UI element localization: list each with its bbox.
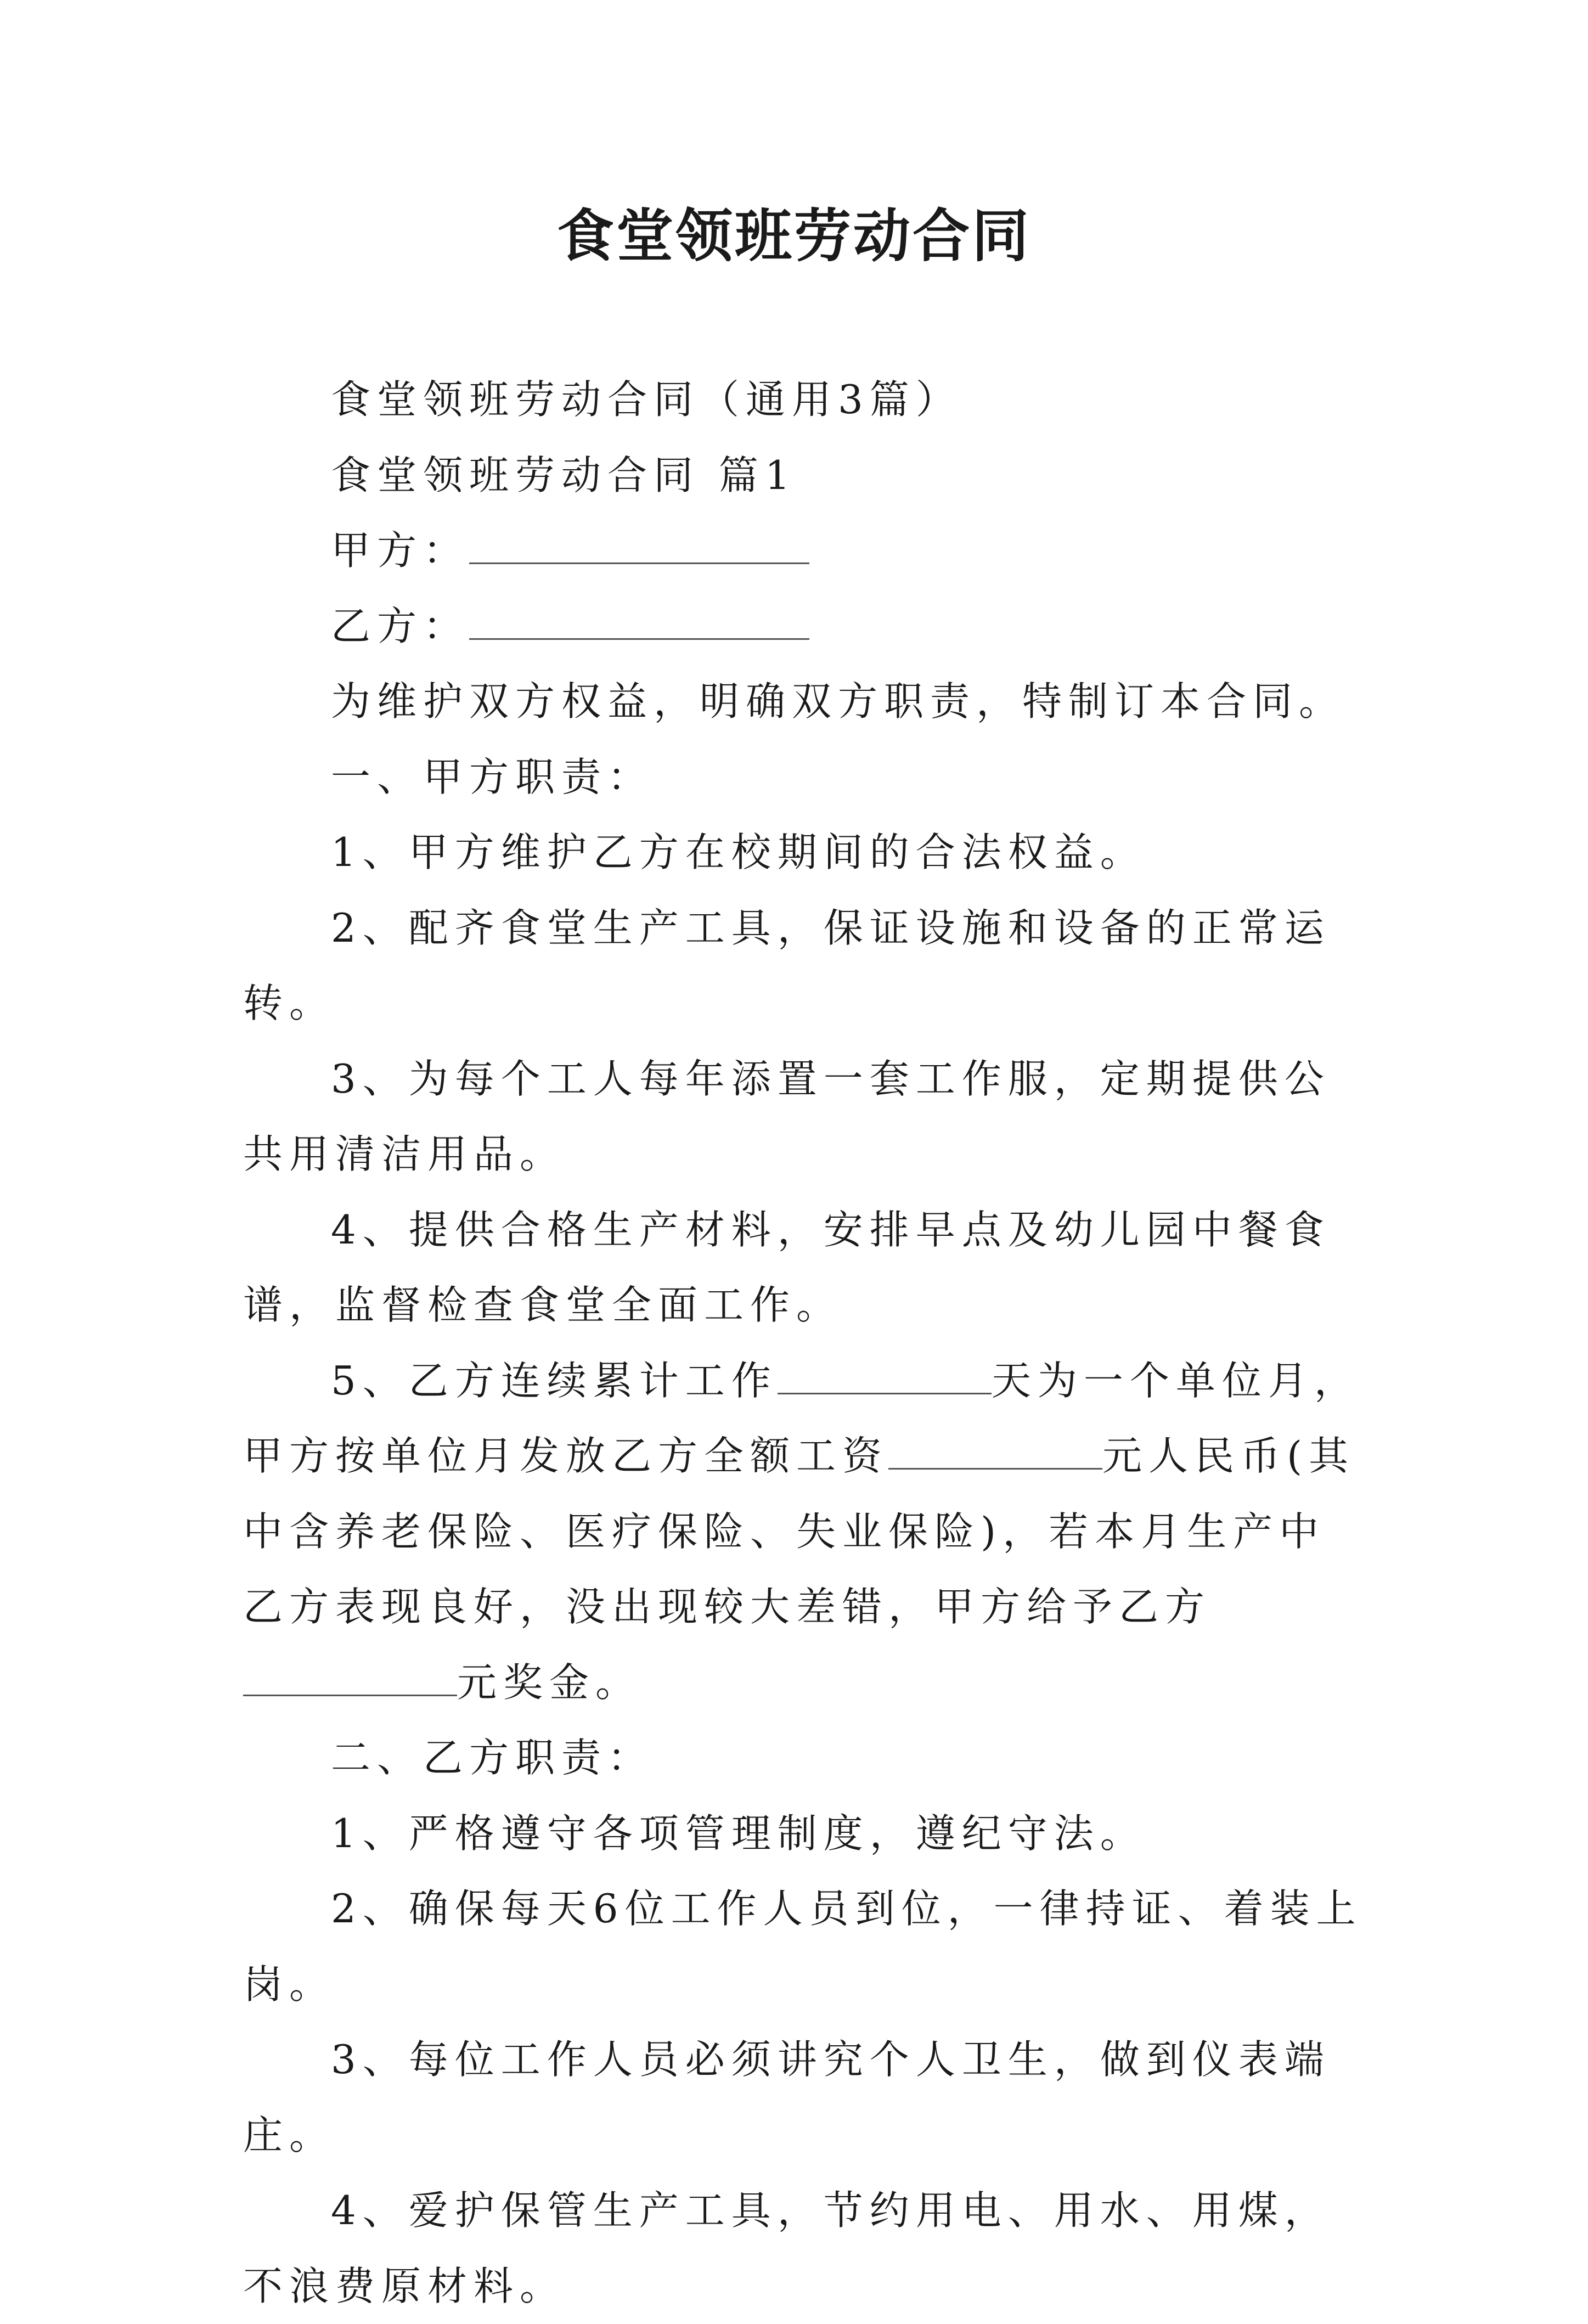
part1-item: 2、配齐食堂生产工具，保证设施和设备的正常运转。: [243, 904, 1331, 1026]
document-body: [243, 362, 1362, 2324]
part2-item: 1、严格遵守各项管理制度，遵纪守法。: [331, 1810, 1146, 1856]
item5-text-d: 元奖金。: [457, 1659, 642, 1706]
part1-item: 3、为每个工人每年添置一套工作服，定期提供公共用清洁用品。: [243, 1055, 1331, 1177]
party-b-line: [243, 589, 1362, 665]
bonus-blank[interactable]: [243, 1662, 457, 1696]
part1-item-5: [243, 1343, 1362, 1721]
party-a-line: [243, 513, 1362, 589]
subtitle: 食堂领班劳动合同（通用3篇）: [331, 376, 962, 423]
party-b-label: 乙方：: [331, 603, 470, 649]
part1-item: 4、提供合格生产材料，安排早点及幼儿园中餐食谱，监督检查食堂全面工作。: [243, 1206, 1331, 1328]
item5-text-c: 元人民币(其中含养老保险、医疗保险、失业保险)，若本月生产中乙方表现良好，没出现较大差错，甲方给予乙方: [243, 1433, 1355, 1630]
part1-item: 1、甲方维护乙方在校期间的合法权益。: [331, 829, 1146, 875]
party-a-blank[interactable]: [469, 530, 809, 564]
party-a-label: 甲方：: [331, 527, 470, 573]
part1-heading: 一、甲方职责：: [331, 753, 654, 800]
document-title: 食堂领班劳动合同: [556, 202, 1031, 269]
item5-text-a: 5、乙方连续累计工作: [331, 1357, 778, 1404]
item5-text-b: 天为一个单位月，甲方按单位月发放乙方全额工资: [243, 1357, 1360, 1479]
workdays-blank[interactable]: [778, 1360, 992, 1394]
salary-blank[interactable]: [888, 1435, 1102, 1470]
part2-heading: 二、乙方职责：: [331, 1735, 654, 1781]
part2-item: 4、爱护保管生产工具，节约用电、用水、用煤，不浪费原材料。: [243, 2187, 1331, 2309]
part2-item: 3、每位工作人员必须讲究个人卫生，做到仪表端庄。: [243, 2036, 1331, 2158]
part2-item: 2、确保每天6位工作人员到位，一律持证、着装上岗。: [243, 1886, 1362, 2007]
party-b-blank[interactable]: [469, 605, 809, 640]
preamble: 为维护双方权益，明确双方职责，特制订本合同。: [331, 678, 1345, 724]
section-heading: 食堂领班劳动合同 篇1: [331, 452, 797, 498]
